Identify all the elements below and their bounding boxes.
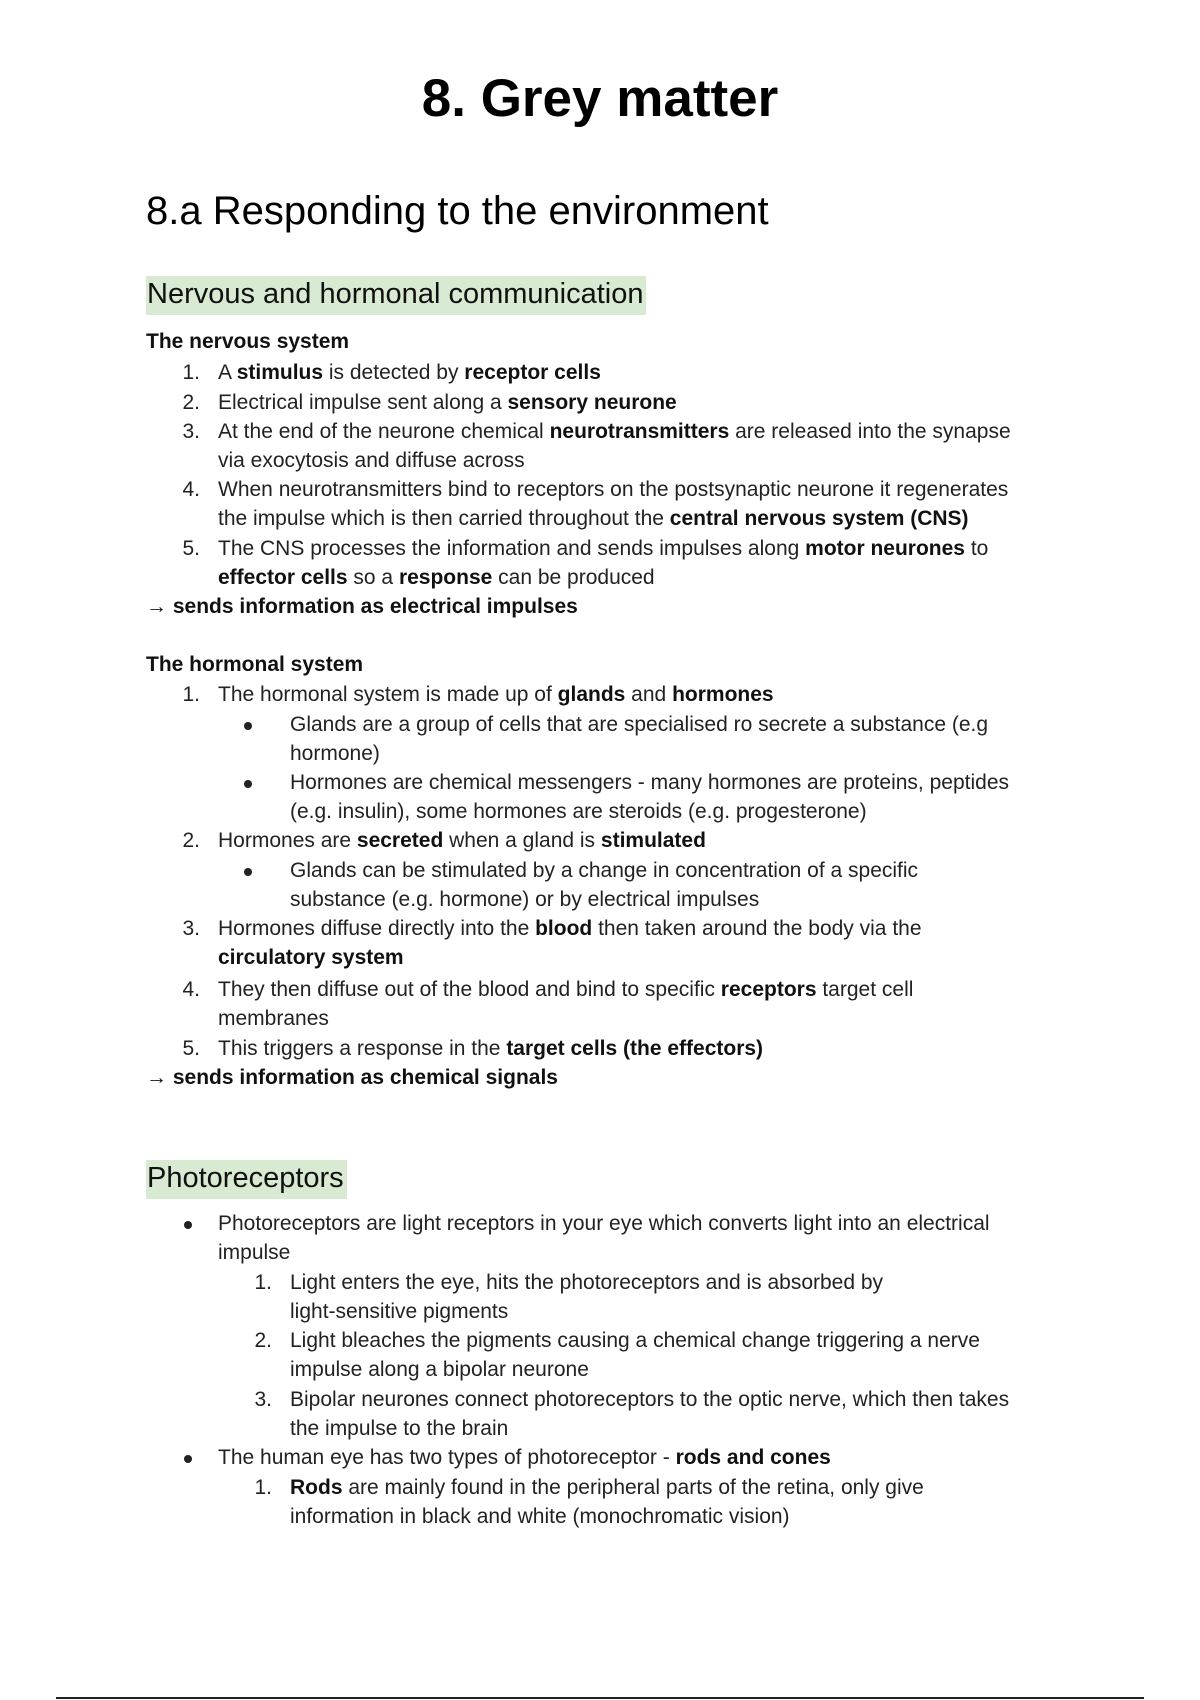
list-item: This triggers a response in the target cells (the effectors) [218,1037,764,1060]
list-item: Hormones are secreted when a gland is stimulated [218,829,706,852]
list-item: Electrical impulse sent along a sensory neurone [218,391,677,414]
list-number: 2. [254,1329,272,1352]
photoreceptors-heading: Photoreceptors [146,1160,347,1199]
list-number: 4. [182,978,200,1001]
list-number: 4. [182,478,200,501]
list-item: They then diffuse out of the blood and bind to specific receptors target cell membranes [218,978,914,1030]
list-number: 3. [182,420,200,443]
list-number: 3. [182,917,200,940]
section-title: 8.a Responding to the environment [146,189,769,233]
hormonal-system-title: The hormonal system [146,653,364,676]
bullet-icon [244,780,252,788]
list-item: A stimulus is detected by receptor cells [218,361,601,384]
list-number: 3. [254,1388,272,1411]
hormonal-summary: → sends information as chemical signals [146,1066,558,1089]
bullet-icon [244,722,252,730]
bullet-item: Hormones are chemical messengers - many hormones are proteins, peptides (e.g. insulin), some hormones are steroids (e.g. progesterone) [290,771,1009,823]
nervous-hormonal-heading: Nervous and hormonal communication [146,276,646,315]
bullet-item: Glands are a group of cells that are specialised ro secrete a substance (e.g hormone) [290,713,989,765]
list-item: Hormones diffuse directly into the blood then taken around the body via the circulatory system [218,917,922,969]
bullet-item: The human eye has two types of photoreceptor - rods and cones [218,1446,831,1469]
list-item: Light bleaches the pigments causing a chemical change triggering a nerve impulse along a bipolar neurone [290,1329,980,1381]
list-number: 2. [182,829,200,852]
list-item: Rods are mainly found in the peripheral parts of the retina, only give information in black and white (monochromatic vision) [290,1476,924,1528]
page-title: 8. Grey matter [421,69,779,128]
list-item: The CNS processes the information and sends impulses along motor neurones to effector cells so a response can be produced [218,537,989,589]
nervous-summary: → sends information as electrical impulses [146,595,578,618]
bullet-icon [184,1455,192,1463]
list-number: 2. [182,391,200,414]
list-item: The hormonal system is made up of glands and hormones [218,683,774,706]
list-number: 1. [182,361,200,384]
bullet-item: Glands can be stimulated by a change in concentration of a specific substance (e.g. hormone) or by electrical impulses [290,859,919,911]
list-number: 5. [182,537,200,560]
page-bottom-rule [56,1697,1144,1699]
bullet-item: Photoreceptors are light receptors in your eye which converts light into an electrical impulse [218,1212,990,1264]
list-number: 5. [182,1037,200,1060]
nervous-system-title: The nervous system [146,330,350,353]
list-number: 1. [254,1476,272,1499]
bullet-icon [244,868,252,876]
list-item: Light enters the eye, hits the photoreceptors and is absorbed by light-sensitive pigments [290,1271,884,1323]
list-item: When neurotransmitters bind to receptors on the postsynaptic neurone it regenerates the impulse which is then carried throughout the central nervous system (CNS) [218,478,1009,530]
list-item: Bipolar neurones connect photoreceptors to the optic nerve, which then takes the impulse to the brain [290,1388,1010,1440]
bullet-icon [184,1221,192,1229]
list-number: 1. [182,683,200,706]
list-number: 1. [254,1271,272,1294]
list-item: At the end of the neurone chemical neurotransmitters are released into the synapse via exocytosis and diffuse across [218,420,1011,472]
